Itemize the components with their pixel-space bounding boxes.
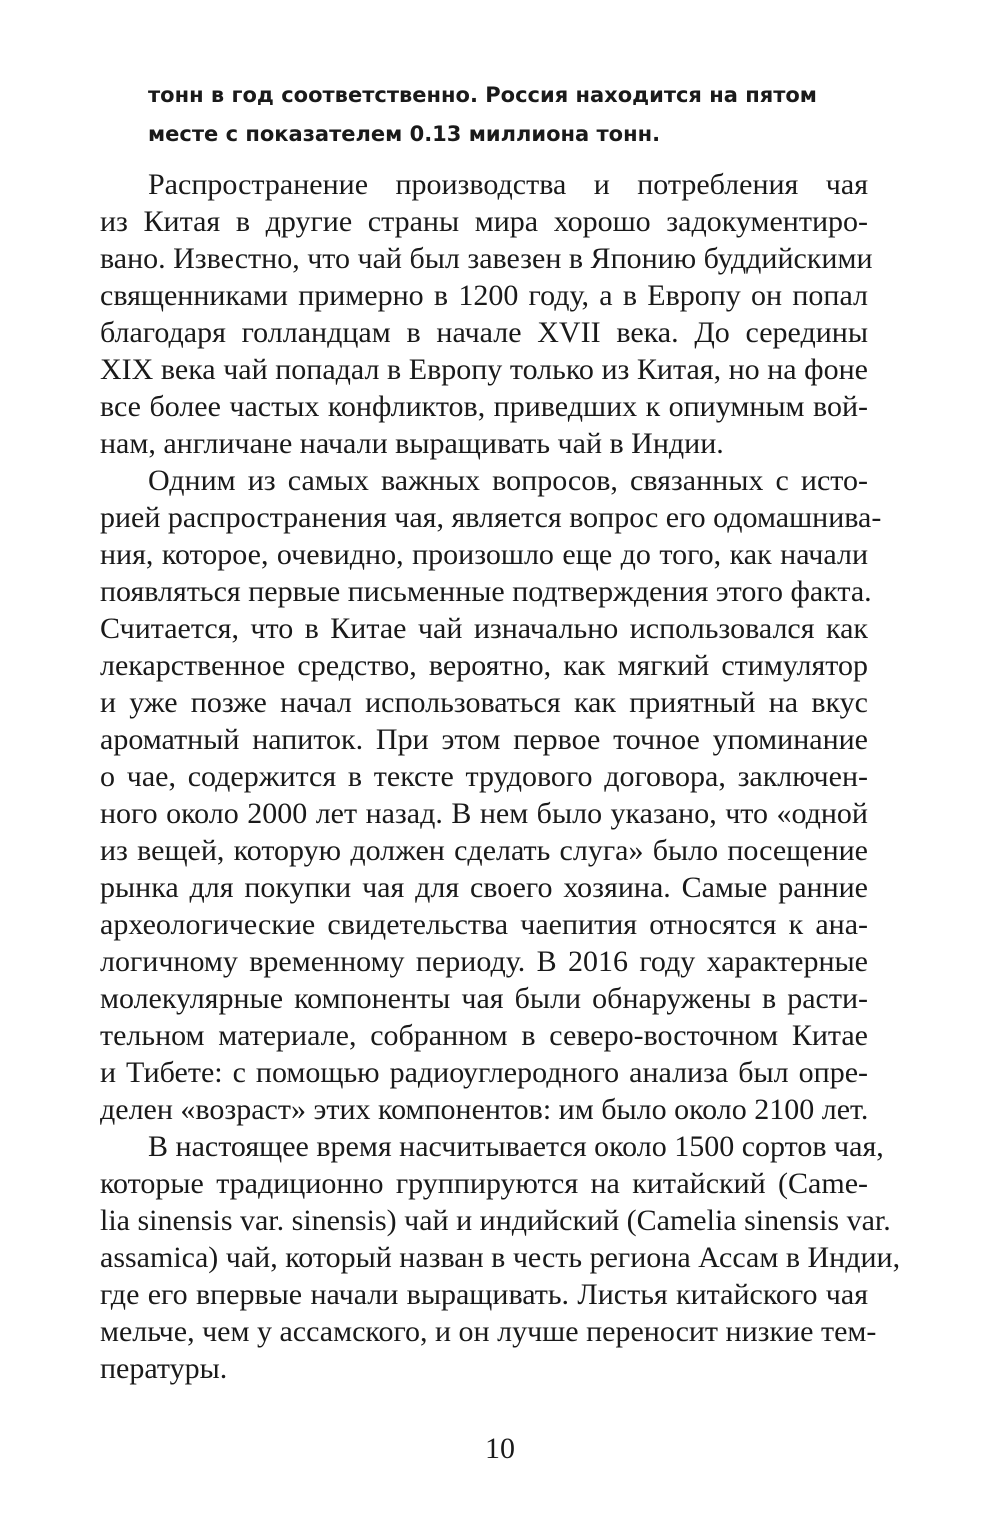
text-line: Распространение производства и потребления чая <box>148 168 868 201</box>
text-line: лекарственное средство, вероятно, как мягкий стимулятор <box>100 649 868 682</box>
bold-note-line: месте с показателем 0.13 миллиона тонн. <box>148 122 661 146</box>
text-line: о чае, содержится в тексте трудового договора, заключен- <box>100 760 868 793</box>
bold-note <box>148 76 868 154</box>
text-line: делен «возраст» этих компонентов: им было около 2100 лет. <box>100 1093 869 1126</box>
text-line: молекулярные компоненты чая были обнаружены в расти- <box>100 982 868 1015</box>
text-line: XIX века чай попадал в Европу только из Китая, но на фоне <box>100 353 868 386</box>
text-line: рией распространения чая, является вопрос его одомашнива- <box>100 501 882 534</box>
text-line: тельном материале, собранном в северо-восточном Китае <box>100 1019 868 1052</box>
text-line: благодаря голландцам в начале XVII века. До середины <box>100 316 868 349</box>
paragraph-domestication <box>100 462 882 1128</box>
text-line: священниками примерно в 1200 году, а в Европу он попал <box>100 279 868 312</box>
text-line: мельче, чем у ассамского, и он лучше переносит низкие тем- <box>100 1315 877 1348</box>
text-line: В настоящее время насчитывается около 1500 сортов чая, <box>148 1130 884 1163</box>
text-line: пературы. <box>100 1352 228 1385</box>
body-text <box>100 166 901 1387</box>
text-line: появляться первые письменные подтверждения этого факта. <box>100 575 872 608</box>
text-line: и уже позже начал использоваться как приятный на вкус <box>100 686 868 719</box>
text-line: археологические свидетельства чаепития относятся к ана- <box>100 908 868 941</box>
text-line: которые традиционно группируются на китайский (Came- <box>100 1167 868 1200</box>
paragraph-tea-spread <box>100 166 873 462</box>
text-line: нам, англичане начали выращивать чай в Индии. <box>100 427 724 460</box>
text-line: ния, которое, очевидно, произошло еще до того, как начали <box>100 538 868 571</box>
text-line: где его впервые начали выращивать. Листья китайского чая <box>100 1278 868 1311</box>
bold-note-line: тонн в год соответственно. Россия находится на пятом <box>148 83 817 107</box>
text-line: из Китая в другие страны мира хорошо задокументиро- <box>100 205 868 238</box>
text-line: ароматный напиток. При этом первое точное упоминание <box>100 723 868 756</box>
text-line: вано. Известно, что чай был завезен в Японию буддийскими <box>100 242 873 275</box>
paragraph-tea-varieties <box>100 1128 901 1387</box>
text-line: assamica) чай, который назван в честь региона Ассам в Индии, <box>100 1241 901 1274</box>
text-line: и Тибете: с помощью радиоуглеродного анализа был опре- <box>100 1056 868 1089</box>
text-line: рынка для покупки чая для своего хозяина. Самые ранние <box>100 871 868 904</box>
text-line: Одним из самых важных вопросов, связанных с исто- <box>148 464 868 497</box>
text-line: логичному временному периоду. В 2016 году характерные <box>100 945 868 978</box>
text-line: из вещей, которую должен сделать слуга» было посещение <box>100 834 868 867</box>
text-line: Считается, что в Китае чай изначально использовался как <box>100 612 868 645</box>
page-number: 10 <box>485 1432 515 1465</box>
text-line: ного около 2000 лет назад. В нем было указано, что «одной <box>100 797 868 830</box>
text-line: lia sinensis var. sinensis) чай и индийский (Camelia sinensis var. <box>100 1204 891 1237</box>
text-line: все более частых конфликтов, приведших к опиумным вой- <box>100 390 868 423</box>
